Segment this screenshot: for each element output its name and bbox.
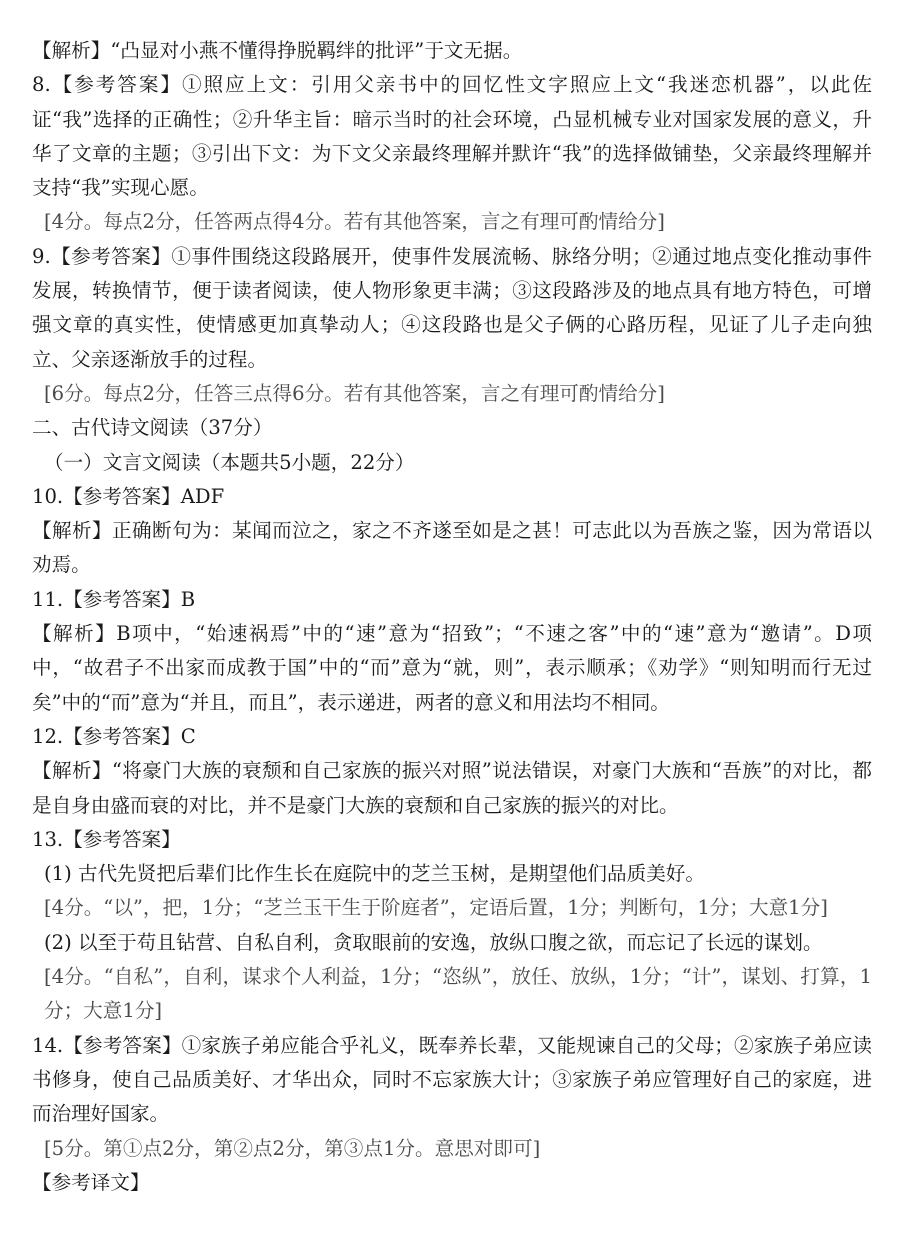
q8-answer: 8.【参考答案】①照应上文：引用父亲书中的回忆性文字照应上文“我迷恋机器”，以此佐证“我”选择的正确性；②升华主旨：暗示当时的社会环境，凸显机械专业对国家发展的意义，升华了文章的主题；③引出下文：为下文父亲最终理解并默许“我”的选择做铺垫，父亲最终理解并支持“我”实现心愿。: [32, 73, 872, 200]
q14-answer: 14.【参考答案】①家族子弟应能合乎礼义，既奉养长辈，又能规谏自己的父母；②家族子弟应读书修身，使自己品质美好、才华出众，同时不忘家族大计；③家族子弟应管理好自己的家庭，进而治理好国家。: [32, 1033, 872, 1126]
q13-part2-scoring: [4分。“自私”，自利，谋求个人利益，1分；“恣纵”，放任、放纵，1分；“计”，谋划、打算，1分；大意1分]: [44, 965, 872, 1023]
subsection-heading: （一）文言文阅读（本题共5小题，22分）: [44, 450, 415, 474]
q9-answer: 9.【参考答案】①事件围绕这段路展开，使事件发展流畅、脉络分明；②通过地点变化推动事件发展，转换情节，便于读者阅读，使人物形象更丰满；③这段路涉及的地点具有地方特色，可增强文章的真实性，使情感更加真挚动人；④这段路也是父子俩的心路历程，见证了儿子走向独立、父亲逐渐放手的过程。: [32, 244, 872, 371]
q7-analysis: 【解析】“凸显对小燕不懂得挣脱羁绊的批评”于文无据。: [32, 39, 523, 62]
q13-part2: (2) 以至于苟且钻营、自私自利，贪取眼前的安逸，放纵口腹之欲，而忘记了长远的谋划。: [44, 930, 823, 954]
q12-answer: 12.【参考答案】C: [32, 724, 196, 748]
q11-answer: 11.【参考答案】B: [32, 587, 196, 611]
translation-heading: 【参考译文】: [32, 1170, 150, 1194]
q12-analysis: 【解析】“将豪门大族的衰颓和自己家族的振兴对照”说法错误，对豪门大族和“吾族”的对比，都是自身由盛而衰的对比，并不是豪门大族的衰颓和自己家族的振兴的对比。: [32, 759, 872, 817]
q10-analysis: 【解析】正确断句为：某闻而泣之，家之不齐遂至如是之甚！可志此以为吾族之鉴，因为常语以劝焉。: [32, 519, 872, 577]
q13-answer: 13.【参考答案】: [32, 827, 181, 851]
section-heading: 二、古代诗文阅读（37分）: [32, 416, 273, 440]
q13-part1: (1) 古代先贤把后辈们比作生长在庭院中的芝兰玉树，是期望他们品质美好。: [44, 862, 705, 886]
q10-answer: 10.【参考答案】ADF: [32, 484, 225, 508]
q8-scoring: [4分。每点2分，任答两点得4分。若有其他答案，言之有理可酌情给分]: [44, 210, 665, 234]
q11-analysis: 【解析】B项中，“始速祸焉”中的“速”意为“招致”；“不速之客”中的“速”意为“邀请”。D项中，“故君子不出家而成教于国”中的“而”意为“就，则”，表示顺承；《劝学》“则知明而行无过矣”中的“而”意为“并且，而且”，表示递进，两者的意义和用法均不相同。: [32, 622, 872, 714]
q14-scoring: [5分。第①点2分，第②点2分，第③点1分。意思对即可]: [44, 1136, 541, 1160]
q9-scoring: [6分。每点2分，任答三点得6分。若有其他答案，言之有理可酌情给分]: [44, 381, 665, 405]
q13-part1-scoring: [4分。“以”，把，1分；“芝兰玉干生于阶庭者”，定语后置，1分；判断句，1分；大意1分]: [44, 896, 828, 920]
